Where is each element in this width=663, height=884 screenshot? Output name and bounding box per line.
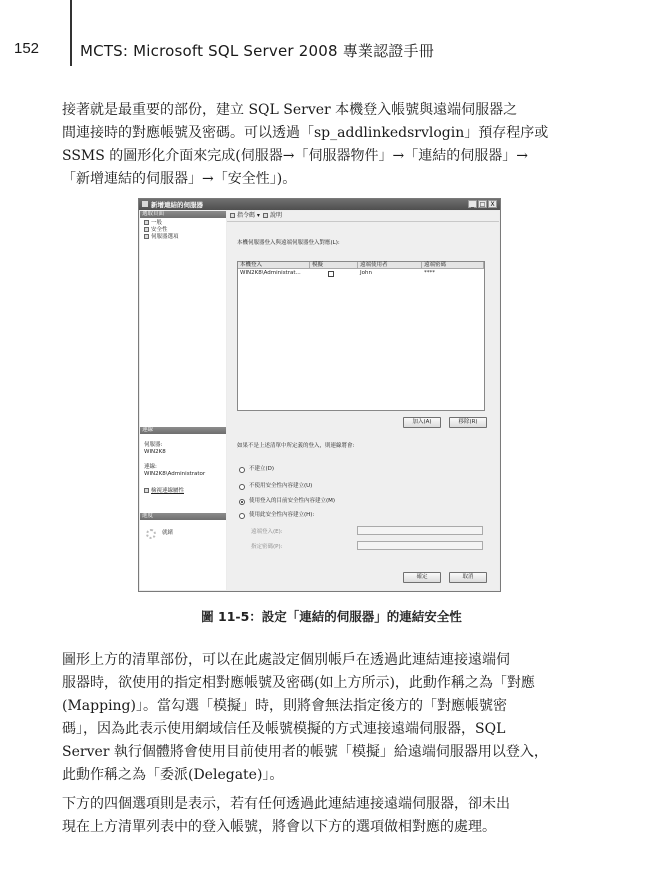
- view-connection-properties-link[interactable]: [144, 488, 184, 495]
- add-button[interactable]: 加入(A): [403, 417, 441, 428]
- remove-button[interactable]: 移除(R): [449, 417, 487, 428]
- mapping-label: 本機伺服器登入與遠端伺服器登入對應(L):: [237, 240, 340, 246]
- window-icon: [142, 201, 148, 207]
- text-line: 碼」，因為此表示使用網域信任及帳號模擬的方式連接遠端伺服器，SQL: [62, 721, 506, 737]
- script-label: 指令碼: [237, 212, 256, 219]
- text-line: 現在上方清單列表中的登入帳號，將會以下方的選項做相對應的處理。: [62, 819, 496, 835]
- page-item-general[interactable]: [144, 220, 162, 227]
- radio-button[interactable]: [239, 513, 245, 519]
- properties-icon: [144, 488, 149, 493]
- radio-button[interactable]: [239, 467, 245, 473]
- column-header: 模擬: [310, 262, 358, 269]
- select-page-header: 選取頁面: [140, 211, 226, 218]
- radio-label: 使用登入的目前安全性內容建立(M): [249, 498, 336, 504]
- page-item-label: 伺服器選項: [151, 234, 179, 240]
- page-item-label: 安全性: [151, 227, 168, 233]
- help-label: 說明: [270, 212, 283, 219]
- remote-user-cell[interactable]: John: [360, 270, 372, 276]
- dialog-title: 新增連結的伺服器: [151, 201, 203, 209]
- text-line: 圖形上方的清單部份，可以在此處設定個別帳戶在透過此連結連接遠端伺: [62, 652, 510, 668]
- radio-label: 不使用安全性內容建立(U): [249, 483, 313, 489]
- text-line: 「新增連結的伺服器」→「安全性」)。: [62, 171, 297, 187]
- script-icon: [230, 213, 235, 218]
- dialog-toolbar: [227, 211, 499, 222]
- cancel-button[interactable]: 取消: [449, 572, 487, 583]
- page-item-server-options[interactable]: [144, 234, 179, 241]
- unlisted-logins-label: 如果不是上述清單中所定義的登入，則連線將會:: [237, 443, 355, 449]
- password-label: 指定密碼(P):: [251, 544, 283, 550]
- ok-button[interactable]: 確定: [403, 572, 441, 583]
- page-item-label: 一般: [151, 220, 163, 226]
- password-input[interactable]: [357, 541, 483, 550]
- text-line: 接著就是最重要的部份，建立 SQL Server 本機登入帳號與遠端伺服器之: [62, 102, 518, 118]
- connection-header: 連線: [140, 427, 226, 434]
- text-line: Server 執行個體將會使用目前使用者的帳號「模擬」給遠端伺服器用以登入，: [62, 744, 548, 760]
- local-login-cell[interactable]: WIN2K8\Administrat...: [240, 270, 301, 276]
- help-button[interactable]: [263, 211, 282, 221]
- dialog-titlebar: [139, 199, 500, 210]
- text-line: (Mapping)」。當勾選「模擬」時，則將會無法指定後方的「對應帳號密: [62, 698, 507, 714]
- page-header: [0, 0, 663, 68]
- dialog-screenshot: [138, 198, 501, 592]
- page-icon: [144, 220, 149, 225]
- connection-label: 連線:: [144, 464, 157, 470]
- minimize-button[interactable]: _: [468, 200, 477, 208]
- page-icon: [144, 227, 149, 232]
- close-button[interactable]: X: [488, 200, 497, 208]
- script-button[interactable]: 指令碼 ▾: [230, 211, 260, 221]
- column-header: 遠端密碼: [422, 262, 484, 269]
- remote-login-label: 遠端登入(E):: [251, 529, 283, 535]
- progress-header: 進度: [140, 513, 226, 520]
- progress-status: 就緒: [162, 530, 174, 536]
- progress-spinner-icon: [146, 529, 156, 539]
- text-line: 下方的四個選項則是表示，若有任何透過此連結連接遠端伺服器，卻未出: [62, 796, 510, 812]
- figure-caption: 圖 11-5：設定「連結的伺服器」的連結安全性: [201, 609, 462, 624]
- paragraph-mapping: [62, 649, 582, 787]
- paragraph-intro: [62, 99, 582, 191]
- paragraph-options: [62, 793, 582, 839]
- remote-password-cell[interactable]: ****: [424, 270, 435, 276]
- text-line: 服器時，欲使用的指定相對應帳號及密碼(如上方所示)，此動作稱之為「對應: [62, 675, 535, 691]
- text-line: SSMS 的圖形化介面來完成(伺服器→「伺服器物件」→「連結的伺服器」→: [62, 148, 528, 164]
- left-pane: [140, 211, 226, 590]
- maximize-button[interactable]: □: [479, 201, 486, 208]
- book-title: MCTS: Microsoft SQL Server 2008 專業認證手冊: [80, 42, 434, 60]
- right-pane: [227, 211, 499, 590]
- text-line: 此動作稱之為「委派(Delegate)」。: [62, 767, 284, 783]
- radio-label: 不建立(D): [249, 466, 275, 472]
- column-header: 遠端使用者: [358, 262, 422, 269]
- text-line: 間連接時的對應帳號及密碼。可以透過「sp_addlinkedsrvlogin」預存程序或: [62, 125, 549, 141]
- remote-login-input[interactable]: [357, 526, 483, 535]
- help-icon: [263, 213, 268, 218]
- radio-button[interactable]: [239, 484, 245, 490]
- impersonate-checkbox[interactable]: [328, 271, 334, 277]
- header-divider: [70, 0, 72, 66]
- login-mapping-grid: [237, 261, 485, 411]
- page-icon: [144, 234, 149, 239]
- page-item-security[interactable]: [144, 227, 168, 234]
- column-header: 本機登入: [238, 262, 310, 269]
- page-number: 152: [14, 40, 40, 57]
- radio-button-selected[interactable]: [239, 499, 245, 505]
- server-value: WIN2K8: [144, 449, 166, 455]
- connection-value: WIN2K8\Administrator: [144, 471, 206, 477]
- link-label: 檢視連線屬性: [151, 488, 185, 494]
- server-label: 伺服器:: [144, 442, 163, 448]
- radio-label: 使用此安全性內容建立(H):: [249, 512, 315, 518]
